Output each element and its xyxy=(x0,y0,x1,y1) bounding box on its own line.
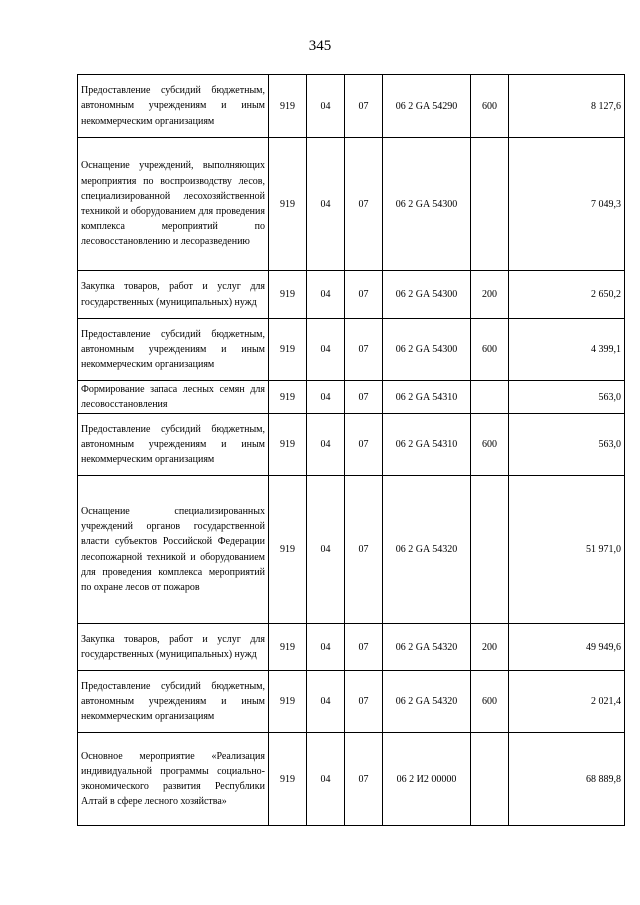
row-description: Предоставление субсидий бюджетным, автономным учреждениям и иным некоммерческим организациям xyxy=(78,671,269,733)
expense-type-code xyxy=(471,138,509,271)
target-article-code: 06 2 GA 54300 xyxy=(383,319,471,381)
expense-type-code xyxy=(471,381,509,414)
subsection-code: 07 xyxy=(345,733,383,826)
expense-type-code: 600 xyxy=(471,414,509,476)
target-article-code: 06 2 GA 54310 xyxy=(383,414,471,476)
section-code: 04 xyxy=(307,624,345,671)
row-description: Закупка товаров, работ и услуг для государственных (муниципальных) нужд xyxy=(78,624,269,671)
section-code: 04 xyxy=(307,319,345,381)
section-code: 04 xyxy=(307,476,345,624)
ministry-code: 919 xyxy=(269,381,307,414)
target-article-code: 06 2 GA 54320 xyxy=(383,624,471,671)
ministry-code: 919 xyxy=(269,319,307,381)
section-code: 04 xyxy=(307,733,345,826)
target-article-code: 06 2 И2 00000 xyxy=(383,733,471,826)
ministry-code: 919 xyxy=(269,75,307,138)
subsection-code: 07 xyxy=(345,476,383,624)
target-article-code: 06 2 GA 54320 xyxy=(383,476,471,624)
amount: 2 021,4 xyxy=(509,671,625,733)
table-row xyxy=(78,476,625,624)
table-row xyxy=(78,733,625,826)
target-article-code: 06 2 GA 54300 xyxy=(383,138,471,271)
row-description: Оснащение специализированных учреждений органов государственной власти субъектов Российской Федерации лесопожарной техникой и оборудованием для проведения комплекса мероприятий по охране лесов от пожаров xyxy=(78,476,269,624)
amount: 8 127,6 xyxy=(509,75,625,138)
table-row xyxy=(78,414,625,476)
amount: 4 399,1 xyxy=(509,319,625,381)
subsection-code: 07 xyxy=(345,671,383,733)
row-description: Предоставление субсидий бюджетным, автономным учреждениям и иным некоммерческим организациям xyxy=(78,75,269,138)
table-row xyxy=(78,271,625,319)
subsection-code: 07 xyxy=(345,138,383,271)
expense-type-code: 600 xyxy=(471,75,509,138)
row-description: Основное мероприятие «Реализация индивидуальной программы социально-экономического развития Республики Алтай в сфере лесного хозяйства» xyxy=(78,733,269,826)
target-article-code: 06 2 GA 54320 xyxy=(383,671,471,733)
table-row xyxy=(78,319,625,381)
amount: 51 971,0 xyxy=(509,476,625,624)
section-code: 04 xyxy=(307,138,345,271)
table-row xyxy=(78,138,625,271)
expense-type-code: 200 xyxy=(471,271,509,319)
amount: 68 889,8 xyxy=(509,733,625,826)
amount: 563,0 xyxy=(509,381,625,414)
row-description: Закупка товаров, работ и услуг для государственных (муниципальных) нужд xyxy=(78,271,269,319)
amount: 563,0 xyxy=(509,414,625,476)
ministry-code: 919 xyxy=(269,733,307,826)
ministry-code: 919 xyxy=(269,138,307,271)
table-row xyxy=(78,624,625,671)
subsection-code: 07 xyxy=(345,624,383,671)
subsection-code: 07 xyxy=(345,414,383,476)
table-row xyxy=(78,381,625,414)
expense-type-code: 200 xyxy=(471,624,509,671)
expense-type-code: 600 xyxy=(471,319,509,381)
ministry-code: 919 xyxy=(269,271,307,319)
row-description: Предоставление субсидий бюджетным, автономным учреждениям и иным некоммерческим организациям xyxy=(78,319,269,381)
row-description: Формирование запаса лесных семян для лесовосстановления xyxy=(78,381,269,414)
ministry-code: 919 xyxy=(269,671,307,733)
table-row xyxy=(78,671,625,733)
amount: 2 650,2 xyxy=(509,271,625,319)
target-article-code: 06 2 GA 54290 xyxy=(383,75,471,138)
target-article-code: 06 2 GA 54310 xyxy=(383,381,471,414)
budget-table xyxy=(77,74,625,826)
row-description: Оснащение учреждений, выполняющих мероприятия по воспроизводству лесов, специализированной лесохозяйственной техникой и оборудованием для проведения комплекса мероприятий по лесовосстановлению и лесоразведению xyxy=(78,138,269,271)
expense-type-code: 600 xyxy=(471,671,509,733)
subsection-code: 07 xyxy=(345,381,383,414)
expense-type-code xyxy=(471,733,509,826)
section-code: 04 xyxy=(307,75,345,138)
table-row xyxy=(78,75,625,138)
section-code: 04 xyxy=(307,271,345,319)
row-description: Предоставление субсидий бюджетным, автономным учреждениям и иным некоммерческим организациям xyxy=(78,414,269,476)
ministry-code: 919 xyxy=(269,414,307,476)
amount: 49 949,6 xyxy=(509,624,625,671)
ministry-code: 919 xyxy=(269,624,307,671)
subsection-code: 07 xyxy=(345,271,383,319)
amount: 7 049,3 xyxy=(509,138,625,271)
subsection-code: 07 xyxy=(345,319,383,381)
ministry-code: 919 xyxy=(269,476,307,624)
section-code: 04 xyxy=(307,671,345,733)
subsection-code: 07 xyxy=(345,75,383,138)
page-number: 345 xyxy=(308,38,332,54)
target-article-code: 06 2 GA 54300 xyxy=(383,271,471,319)
expense-type-code xyxy=(471,476,509,624)
section-code: 04 xyxy=(307,414,345,476)
section-code: 04 xyxy=(307,381,345,414)
